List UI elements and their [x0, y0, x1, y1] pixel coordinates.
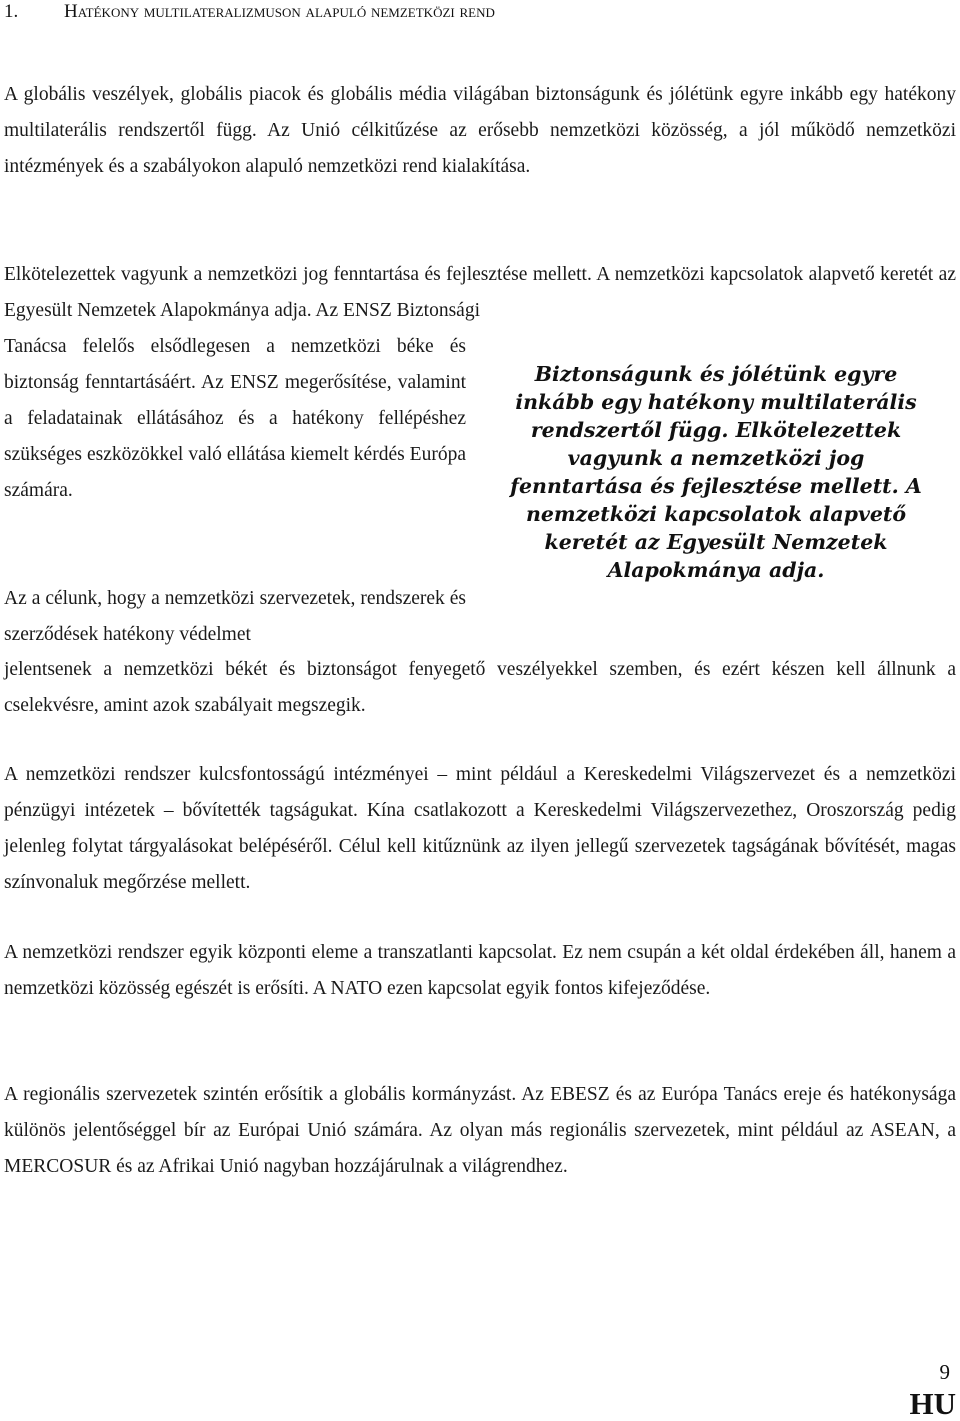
paragraph-security-council: Tanácsa felelős elsődlegesen a nemzetközi béke és biztonság fenntartásáért. Az ENSZ megerősítése, valamint a feladatainak ellátásához és a hatékony fellépéshez szükséges eszközökkel való ellátása kiemelt kérdés Európa számára. [4, 336, 466, 501]
paragraph-transatlantic: A nemzetközi rendszer egyik központi eleme a transzatlanti kapcsolat. Ez nem csupán a két oldal érdekében áll, hanem a nemzetközi közösség egészét is erősíti. A NATO ezen kapcsolat egyik fontos kifejeződése. [4, 942, 956, 999]
paragraph-intro: A globális veszélyek, globális piacok és globális média világában biztonságunk és jólétünk egyre inkább egy hatékony multilaterális rendszertől függ. Az Unió célkitűzése az erősebb nemzetközi közösség, a jól működő nemzetközi intézmények és a szabályokon alapuló nemzetközi rend kialakítása. [4, 84, 956, 177]
section-heading [4, 0, 954, 24]
paragraph-international-law: Elkötelezettek vagyunk a nemzetközi jog fenntartása és fejlesztése mellett. A nemzetközi kapcsolatok alapvető keretét az Egyesült Nemzetek Alapokmánya adja. Az ENSZ Biztonsági [4, 264, 956, 321]
paragraph-key-institutions: A nemzetközi rendszer kulcsfontosságú intézményei – mint például a Kereskedelmi Világszervezet és a nemzetközi pénzügyi intézetek – bővítették tagságukat. Kína csatlakozott a Kereskedelmi Világszervezethez, Oroszország pedig jelenleg folytat tárgyalásokat belépéséről. Célul kell kitűznünk az ilyen jellegű szervezetek tagságának bővítését, magas színvonaluk megőrzése mellett. [4, 764, 956, 893]
paragraph-regional-organizations: A regionális szervezetek szintén erősítik a globális kormányzást. Az EBESZ és az Európa Tanács ereje és hatékonysága különös jelentőséggel bír az Európai Unió számára. Az olyan más regionális szervezetek, mint például az ASEAN, a MERCOSUR és az Afrikai Unió nagyban hozzájárulnak a világrendhez. [4, 1084, 956, 1177]
paragraph-goal: Az a célunk, hogy a nemzetközi szervezetek, rendszerek és szerződések hatékony védelmet [4, 588, 466, 645]
paragraph-goal-continued: jelentsenek a nemzetközi békét és biztonságot fenyegető veszélyekkel szemben, és ezért készen kell állnunk a cselekvésre, amint azok szabályait megszegik. [4, 659, 956, 716]
section-title: Hatékony multilateralizmuson alapuló nemzetközi rend [64, 1, 495, 22]
language-code: HU [909, 1386, 956, 1421]
section-number: 1. [4, 1, 19, 22]
page-number: 9 [939, 1360, 950, 1384]
pull-quote: Biztonságunk és jólétünk egyre inkább egy hatékony multilaterális rendszertől függ. Elkötelezettek vagyunk a nemzetközi jog fenntartása és fejlesztése mellett. A nemzetközi kapcsolatok alapvető keretét az Egyesült Nemzetek Alapokmánya adja. [510, 362, 922, 582]
